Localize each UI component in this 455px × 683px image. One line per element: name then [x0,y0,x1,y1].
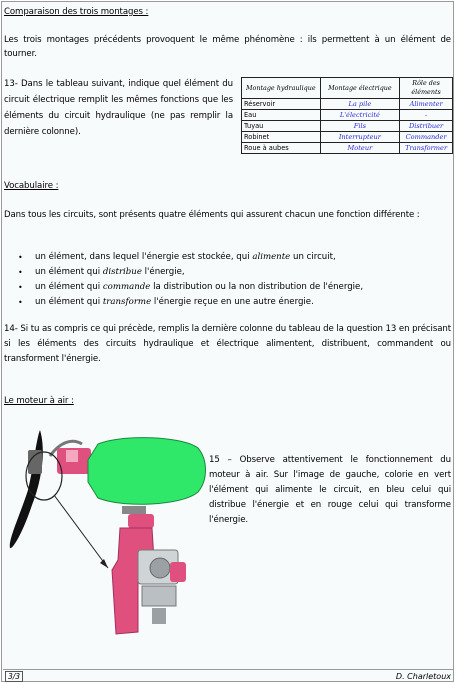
document-page [1,1,454,682]
question-13: 13- Dans le tableau suivant, indique quel élément du circuit électrique remplit les mêmes fonctions que les éléments du circuit hydraulique (ne pas remplir la dernière colonne). [4,79,233,137]
function-list [4,250,451,310]
item-text: un élément qui [35,267,103,277]
author-name: D. Charletoux [395,672,451,681]
header-hydraulique: Montage hydraulique [242,78,321,99]
cell-electrique: Interrupteur [320,132,400,143]
propeller-icon [10,430,43,548]
header-role: Rôle des éléments [400,78,453,99]
cell-electrique: La pile [320,99,400,110]
cell-role[interactable]: Distribuer [400,121,453,132]
intro-paragraph: Les trois montages précédents provoquent le même phénomène : ils permettent à un élément de tourner. [4,35,451,59]
question-14: 14- Si tu as compris ce qui précède, remplis la dernière colonne du tableau de la question 13 en précisant si les éléments des circuits hydraulique et électrique alimentent, distribuent, commandent ou transforment l'énergie. [4,324,451,364]
cell-role[interactable]: Commander [400,132,453,143]
cell-hydraulique: Roue à aubes [242,143,321,154]
section-title-comparaison: Comparaison des trois montages : [4,7,149,17]
cell-hydraulique: Eau [242,110,321,121]
cell-hydraulique: Robinet [242,132,321,143]
table-row [242,121,453,132]
item-text: un circuit, [290,252,336,262]
air-motor-illustration[interactable] [2,420,207,650]
list-item [4,250,451,265]
cell-electrique: Fils [320,121,400,132]
comparison-table [241,77,453,154]
page-number: 3/3 [5,671,23,682]
list-item [4,280,451,295]
item-text: un élément qui [35,282,103,292]
air-bottle [88,438,206,505]
item-text: l'énergie, [141,267,185,277]
question-15: 15 – Observe attentivement le fonctionnement du moteur à air. Sur l'image de gauche, colorie en vert l'élément qui alimente le circuit, en bleu celui qui distribue l'énergie et en rouge celui qui transforme l'énergie. [209,455,451,525]
list-item [4,265,451,280]
item-text: un élément qui [35,297,103,307]
item-text: la distribution ou la non distribution de l'énergie, [150,282,364,292]
table-row [242,132,453,143]
cell-role[interactable]: - [400,110,453,121]
table-row [242,99,453,110]
list-item [4,295,451,310]
cell-hydraulique: Tuyau [242,121,321,132]
item-text: l'énergie reçue en une autre énergie. [151,297,314,307]
cell-electrique: L'électricité [320,110,400,121]
item-verb: transforme [102,297,152,307]
cell-electrique: Moteur [320,143,400,154]
header-electrique: Montage électrique [320,78,400,99]
item-verb: distribue [102,267,142,277]
table-header-row [242,78,453,99]
cell-role[interactable]: Transformer [400,143,453,154]
item-text: un élément, dans lequel l'énergie est stockée, qui [35,252,253,262]
table-row [242,110,453,121]
vocabulary-intro: Dans tous les circuits, sont présents quatre éléments qui assurent chacun une fonction différente : [4,210,420,220]
table-row [242,143,453,154]
cell-hydraulique: Réservoir [242,99,321,110]
page-footer [3,669,454,683]
section-title-vocabulaire: Vocabulaire : [4,181,59,191]
item-verb: alimente [252,252,291,262]
section-title-moteur: Le moteur à air : [4,396,74,406]
cell-role[interactable]: Alimenter [400,99,453,110]
item-verb: commande [102,282,151,292]
